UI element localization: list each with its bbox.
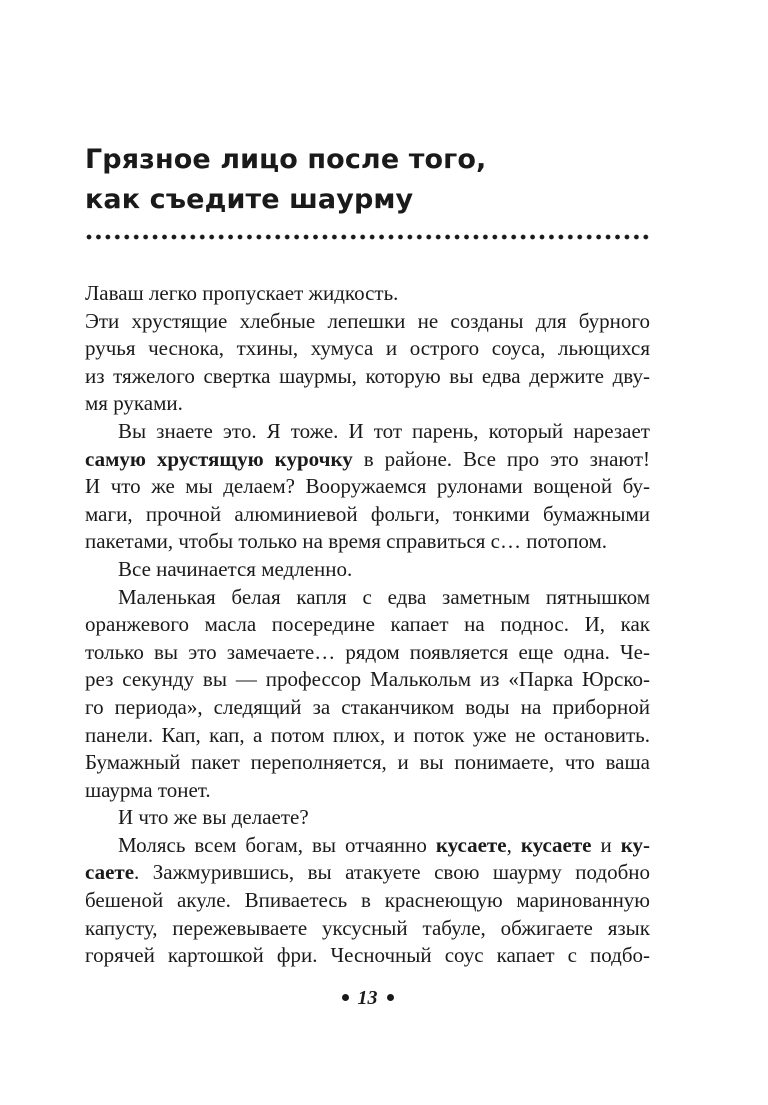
text-line — [85, 859, 650, 887]
book-page — [85, 0, 650, 1105]
text-line: мя руками. — [85, 391, 183, 416]
text-line: Вы знаете это. Я тоже. И тот парень, который нарезает — [118, 418, 650, 443]
page-number: 13 — [357, 987, 378, 1009]
text-fragment: и — [591, 832, 621, 857]
bullet-icon — [342, 994, 349, 1001]
text-line: из тяжелого свертка шаурмы, которую вы едва держите дву- — [85, 363, 650, 388]
paragraph-4 — [85, 556, 650, 584]
text-line: капусту, пережевываете уксусный табуле, обжигаете язык — [85, 915, 650, 940]
paragraph-2 — [85, 308, 650, 418]
text-line: только вы это замечаете… рядом появляется еще одна. Че- — [85, 639, 650, 664]
bold-phrase: самую хрустящую курочку — [85, 446, 353, 471]
text-line — [85, 446, 650, 474]
bold-word: ку- — [620, 832, 650, 857]
text-line: бешеной акуле. Впиваетесь в краснеющую маринованную — [85, 888, 650, 913]
chapter-title-line-1: Грязное лицо после того, — [85, 144, 487, 175]
text-line: Маленькая белая капля с едва заметным пятнышком — [118, 584, 650, 609]
text-line: го периода», следящий за стаканчиком воды на приборной — [85, 694, 650, 719]
dotted-divider — [85, 233, 650, 241]
text-fragment: , — [506, 832, 521, 857]
text-line: Эти хрустящие хлебные лепешки не созданы для бурного — [85, 308, 650, 333]
paragraph-5 — [85, 584, 650, 805]
text-line: шаурма тонет. — [85, 777, 211, 802]
bold-word: кусаете — [435, 832, 507, 857]
paragraph-3 — [85, 418, 650, 556]
text-line: пакетами, чтобы только на время справиться с… потопом. — [85, 529, 607, 554]
paragraph-7 — [85, 832, 650, 970]
text-fragment: . Зажмурившись, вы атакуете свою шаурму подобно — [134, 860, 650, 885]
bold-word: кусаете — [520, 832, 592, 857]
paragraph-6 — [85, 804, 650, 832]
text-line: Бумажный пакет переполняется, и вы понимаете, что ваша — [85, 750, 650, 775]
page-footer — [85, 983, 650, 1013]
bullet-icon — [387, 994, 394, 1001]
text-line: маги, прочной алюминиевой фольги, тонкими бумажными — [85, 501, 650, 526]
text-line: горячей картошкой фри. Чесночный соус капает с подбо- — [85, 943, 650, 968]
text-line: Все начинается медленно. — [118, 556, 353, 581]
text-fragment: в районе. Все про это знают! — [352, 446, 651, 471]
text-line: И что же вы делаете? — [118, 805, 309, 830]
text-line: И что же мы делаем? Вооружаемся рулонами вощеной бу- — [85, 474, 650, 499]
text-fragment: Молясь всем богам, вы отчаянно — [118, 832, 436, 857]
paragraph-1 — [85, 280, 650, 308]
chapter-title — [85, 140, 650, 220]
text-line — [85, 832, 650, 860]
bold-word: саете — [85, 860, 135, 885]
text-line: Лаваш легко пропускает жидкость. — [85, 281, 399, 305]
chapter-title-line-2: как съедите шаурму — [85, 184, 414, 215]
text-line: рез секунду вы — профессор Малькольм из «Парка Юрско- — [85, 667, 650, 692]
text-line: ручья чеснока, тхины, хумуса и острого соуса, льющихся — [85, 336, 650, 361]
text-line: панели. Кап, кап, а потом плюх, и поток уже не остановить. — [85, 722, 650, 747]
body-text — [85, 280, 650, 970]
text-line: оранжевого масла посередине капает на поднос. И, как — [85, 612, 650, 637]
